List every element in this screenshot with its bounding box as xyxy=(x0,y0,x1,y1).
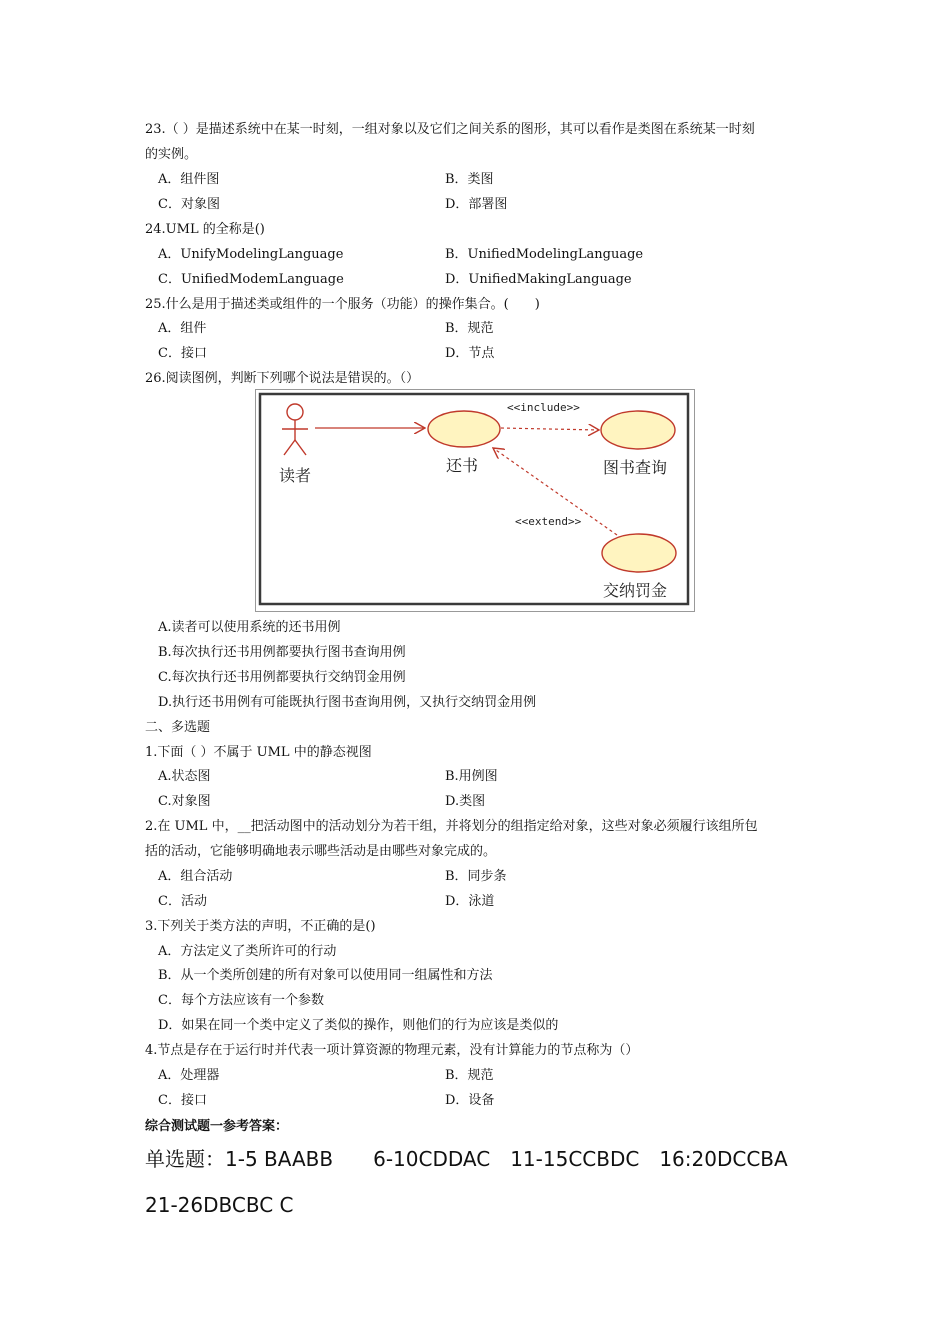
m3-option-a: A．方法定义了类所许可的行动 xyxy=(158,944,337,959)
m4-option-d: D．设备 xyxy=(445,1093,495,1108)
q23-option-d: D．部署图 xyxy=(445,197,508,212)
use-case-pay-fine-label: 交纳罚金 xyxy=(603,581,668,600)
q24-option-b: B．UnifiedModelingLanguage xyxy=(445,247,644,262)
m4-option-c: C．接口 xyxy=(158,1093,207,1108)
use-case-return-book xyxy=(428,411,500,447)
m2-stem-line2: 括的活动，它能够明确地表示哪些活动是由哪些对象完成的。 xyxy=(145,844,497,859)
q25-option-c: C．接口 xyxy=(158,346,207,361)
m1-option-d: D.类图 xyxy=(445,794,486,809)
m3-option-c: C．每个方法应该有一个参数 xyxy=(158,993,324,1008)
m3-option-b: B．从一个类所创建的所有对象可以使用同一组属性和方法 xyxy=(158,968,493,983)
q26-option-d: D.执行还书用例有可能既执行图书查询用例，又执行交纳罚金用例 xyxy=(158,695,537,710)
use-case-pay-fine xyxy=(602,534,676,572)
q26-option-c: C.每次执行还书用例都要执行交纳罚金用例 xyxy=(158,670,406,685)
m1-option-a: A.状态图 xyxy=(158,769,211,784)
q25-stem: 25.什么是用于描述类或组件的一个服务（功能）的操作集合。( ) xyxy=(145,297,540,312)
m2-option-a: A．组合活动 xyxy=(158,869,233,884)
include-stereotype: <<include>> xyxy=(507,401,580,414)
q26-option-b: B.每次执行还书用例都要执行图书查询用例 xyxy=(158,645,406,660)
answer-key-line1: 单选题：1-5 BAABB 6-10CDDAC 11-15CCBDC 16:20DCCBA xyxy=(145,1147,788,1171)
q25-option-b: B．规范 xyxy=(445,321,494,336)
q23-option-c: C．对象图 xyxy=(158,197,220,212)
m2-option-d: D．泳道 xyxy=(445,894,495,909)
m1-stem: 1.下面（ ）不属于 UML 中的静态视图 xyxy=(145,745,372,760)
m3-stem: 3.下列关于类方法的声明，不正确的是() xyxy=(145,919,376,934)
q23-option-b: B．类图 xyxy=(445,172,494,187)
m4-option-b: B．规范 xyxy=(445,1068,494,1083)
m2-option-c: C．活动 xyxy=(158,894,207,909)
m2-option-b: B．同步条 xyxy=(445,869,507,884)
use-case-return-book-label: 还书 xyxy=(446,456,479,475)
m2-stem-line1: 2.在 UML 中，__把活动图中的活动划分为若干组，并将划分的组指定给对象，这些对象必须履行该组所包 xyxy=(145,819,758,834)
q25-option-d: D．节点 xyxy=(445,346,495,361)
use-case-book-query-label: 图书查询 xyxy=(603,458,668,477)
q24-option-a: A．UnifyModelingLanguage xyxy=(158,247,344,262)
q25-option-a: A．组件 xyxy=(158,321,207,336)
answer-key-line2: 21-26DBCBC C xyxy=(145,1193,294,1217)
q24-stem: 24.UML 的全称是() xyxy=(145,222,265,237)
extend-stereotype: <<extend>> xyxy=(515,515,582,528)
m1-option-b: B.用例图 xyxy=(445,769,498,784)
answer-key-heading: 综合测试题一参考答案： xyxy=(145,1119,289,1134)
q26-stem: 26.阅读图例，判断下列哪个说法是错误的。（） xyxy=(145,371,420,386)
actor-label: 读者 xyxy=(279,466,312,485)
q23-stem-line1: 23.（ ）是描述系统中在某一时刻，一组对象以及它们之间关系的图形，其可以看作是类图在系统某一时刻 xyxy=(145,122,755,137)
q24-option-d: D．UnifiedMakingLanguage xyxy=(445,272,632,287)
q24-option-c: C．UnifiedModemLanguage xyxy=(158,272,344,287)
q26-option-a: A.读者可以使用系统的还书用例 xyxy=(158,620,341,635)
q23-option-a: A．组件图 xyxy=(158,172,220,187)
use-case-book-query xyxy=(601,411,675,449)
m1-option-c: C.对象图 xyxy=(158,794,211,809)
m4-stem: 4.节点是存在于运行时并代表一项计算资源的物理元素，没有计算能力的节点称为（） xyxy=(145,1043,639,1058)
q23-stem-line2: 的实例。 xyxy=(145,147,198,162)
section-heading-multiple-choice: 二、多选题 xyxy=(145,720,211,735)
use-case-diagram xyxy=(255,389,695,612)
m4-option-a: A．处理器 xyxy=(158,1068,220,1083)
m3-option-d: D．如果在同一个类中定义了类似的操作，则他们的行为应该是类似的 xyxy=(158,1018,559,1033)
